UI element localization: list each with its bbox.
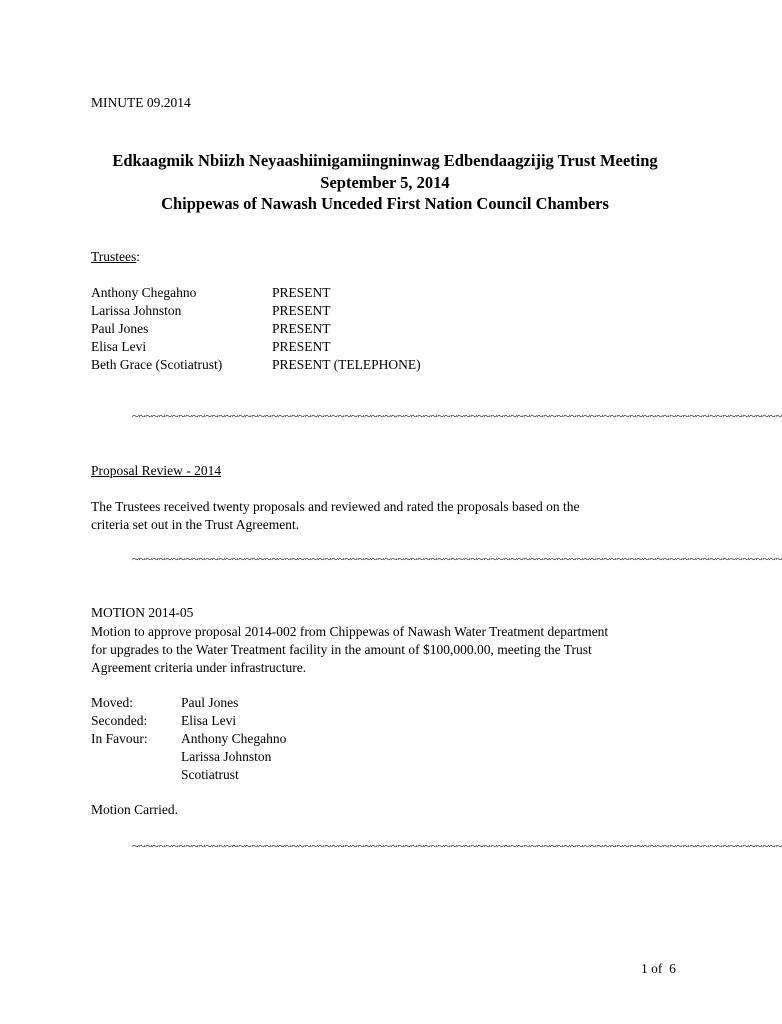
separator: ~~~~~~~~~~~~~~~~~~~~~~~~~~~~~~~~~~~~~~~~~~~~~~~~~~~~~~~~~~~~~~~~~~~~~~~~~~~~~~~~~~~~~~~~~~~~~~~~~~ <box>132 551 782 566</box>
minute-label: MINUTE 09.2014 <box>91 95 191 110</box>
page-number: 1 of 6 <box>641 961 676 976</box>
trustee-status: PRESENT <box>272 285 331 300</box>
motion-heading: MOTION 2014-05 <box>91 605 194 620</box>
trustee-name: Larissa Johnston <box>91 303 182 318</box>
motion-text: Agreement criteria under infrastructure. <box>91 660 307 675</box>
motion-text: Motion to approve proposal 2014-002 from Chippewas of Nawash Water Treatment department <box>91 624 609 639</box>
trustee-name: Paul Jones <box>91 321 149 336</box>
trustees-heading-colon: : <box>136 249 141 264</box>
in-favour-value: Larissa Johnston <box>181 749 272 764</box>
trustees-heading-text: Trustees <box>91 249 137 264</box>
trustee-name: Elisa Levi <box>91 339 147 354</box>
trustee-name: Anthony Chegahno <box>91 285 197 300</box>
in-favour-value: Anthony Chegahno <box>181 731 287 746</box>
proposal-review-text: The Trustees received twenty proposals and reviewed and rated the proposals based on the <box>91 499 580 514</box>
proposal-review-heading: Proposal Review - 2014 <box>91 463 222 478</box>
trustee-status: PRESENT <box>272 339 331 354</box>
seconded-label: Seconded: <box>91 713 148 728</box>
moved-value: Paul Jones <box>181 695 239 710</box>
meeting-title: Edkaagmik Nbiizh Neyaashiinigamiingninwag Edbendaagzijig Trust Meeting <box>112 151 658 170</box>
trustee-status: PRESENT <box>272 321 331 336</box>
separator: ~~~~~~~~~~~~~~~~~~~~~~~~~~~~~~~~~~~~~~~~~~~~~~~~~~~~~~~~~~~~~~~~~~~~~~~~~~~~~~~~~~~~~~~~~~~~~~~~~~ <box>132 408 782 423</box>
in-favour-label: In Favour: <box>91 731 148 746</box>
trustees-heading <box>91 248 140 266</box>
moved-label: Moved: <box>91 695 133 710</box>
separator: ~~~~~~~~~~~~~~~~~~~~~~~~~~~~~~~~~~~~~~~~~~~~~~~~~~~~~~~~~~~~~~~~~~~~~~~~~~~~~~~~~~~~~~~~~~~~~~~~~~ <box>132 838 782 853</box>
meeting-location: Chippewas of Nawash Unceded First Nation Council Chambers <box>161 194 609 213</box>
meeting-date: September 5, 2014 <box>320 173 450 192</box>
in-favour-value: Scotiatrust <box>181 767 239 782</box>
motion-text: for upgrades to the Water Treatment facility in the amount of $100,000.00, meeting the Trust <box>91 642 592 657</box>
trustee-name: Beth Grace (Scotiatrust) <box>91 357 223 372</box>
proposal-review-text: criteria set out in the Trust Agreement. <box>91 517 300 532</box>
seconded-value: Elisa Levi <box>181 713 237 728</box>
motion-result: Motion Carried. <box>91 802 178 817</box>
trustee-status: PRESENT <box>272 303 331 318</box>
trustee-status: PRESENT (TELEPHONE) <box>272 357 421 372</box>
